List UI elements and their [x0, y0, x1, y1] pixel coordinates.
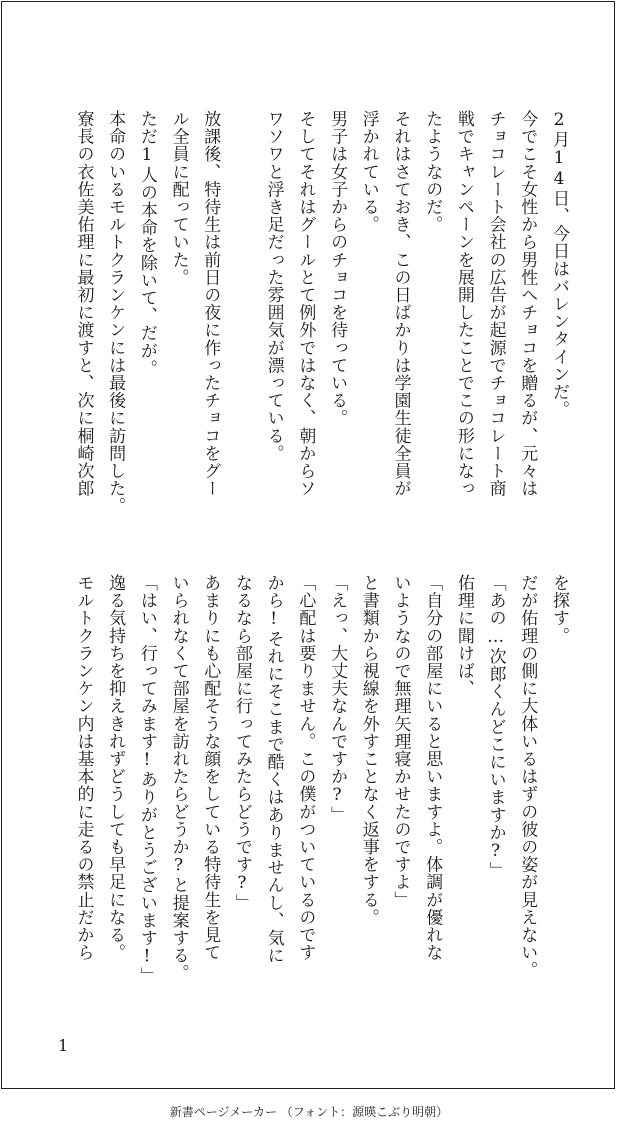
- text-line: 「心配は要りません。この僕がついているのです: [295, 574, 316, 962]
- text-line: 「自分の部屋にいると思いますよ。体調が優れな: [422, 574, 443, 962]
- text-line: 戦でキャンペーンを展開したことでこの形になっ: [453, 110, 474, 498]
- text-line: チョコレート会社の広告が起源でチョコレート商: [485, 110, 506, 498]
- text-line: [225, 110, 257, 550]
- upper-text-block: [69, 110, 574, 550]
- text-line: 寮長の衣佐美佑理に最初に渡すと、次に桐崎次郎: [73, 110, 94, 498]
- text-line: 「えっ、大丈夫なんですか?」: [327, 574, 348, 824]
- text-line: あまりにも心配そうな顔をしている特待生を見て: [200, 574, 221, 962]
- text-line: そしてそれはグールとて例外ではなく、朝からソ: [295, 110, 316, 498]
- text-line: 2月14日、今日はバレンタインだ。: [549, 110, 569, 419]
- novel-page: [1, 1, 615, 1089]
- text-line: 放課後、特待生は前日の夜に作ったチョコをグー: [200, 110, 221, 498]
- text-line: いようなので無理矢理寝かせたのですよ」: [390, 574, 411, 909]
- text-line: ただ1人の本命を除いて、だが。: [136, 110, 157, 377]
- text-line: モルトクランケン内は基本的に走るの禁止だから: [73, 574, 94, 962]
- text-line: と書類から視線を外すことなく返事をする。: [358, 574, 379, 926]
- text-line: なるなら部屋に行ってみたらどうです?」: [231, 574, 252, 912]
- text-line: ワソワと浮き足だった雰囲気が漂っている。: [263, 110, 284, 462]
- text-line: だが佑理の側に大体いるはずの彼の姿が見えない。: [517, 574, 538, 979]
- text-line: を探す。: [549, 574, 569, 645]
- text-line: 今でこそ女性から男性へチョコを贈るが、元々は: [517, 110, 538, 498]
- text-line: 「はい、行ってみます!ありがとうございます!」: [136, 574, 157, 985]
- text-line: いられなくて部屋を訪れたらどうか?と提案する。: [168, 574, 189, 982]
- text-line: ル全員に配っていた。: [168, 110, 189, 286]
- text-line: たようなのだ。: [422, 110, 443, 234]
- text-line: 佑理に聞けば、: [453, 574, 474, 698]
- text-line: それはさておき、この日ばかりは学園生徒全員が: [390, 110, 411, 498]
- footer-caption: 新書ページメーカー （フォント：源暎こぶり明朝）: [169, 1105, 449, 1119]
- text-line: 逸る気持ちを抑えきれずどうしても早足になる。: [105, 574, 126, 962]
- lower-text-block: [69, 574, 574, 1014]
- text-line: 浮かれている。: [358, 110, 379, 234]
- text-line: 本命のいるモルトクランケンには最後に訪問した。: [105, 110, 126, 515]
- text-line: から!それにそこまで酷くはありませんし、気に: [263, 574, 284, 965]
- text-line: 「あの…次郎くんどこにいますか?」: [485, 574, 506, 880]
- text-line: 男子は女子からのチョコを待っている。: [327, 110, 348, 427]
- page-number: 1: [58, 1036, 69, 1055]
